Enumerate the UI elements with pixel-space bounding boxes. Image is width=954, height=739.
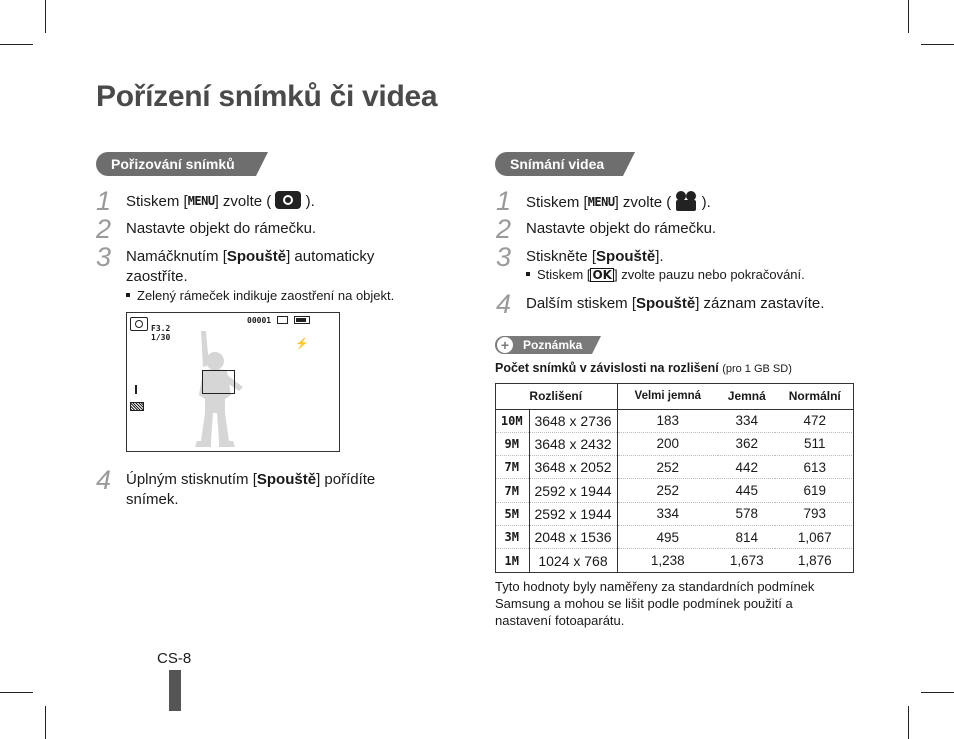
value-cell: 183 (617, 409, 718, 432)
crop-mark (45, 706, 46, 739)
step-1-video: Stiskem [MENU] zvolte ( ). (526, 191, 711, 213)
ok-key-icon: OK (592, 268, 612, 282)
resolution-cell: 3648 x 2052 (529, 456, 617, 479)
resolution-icon: 9M (495, 432, 529, 455)
step-3-video: Stiskněte [Spouště]. (526, 248, 664, 265)
resolution-cell: 3648 x 2432 (529, 432, 617, 455)
table-header: Velmi jemná (617, 383, 718, 409)
value-cell: 613 (775, 456, 854, 479)
table-header: Normální (775, 383, 854, 409)
battery-icon (294, 316, 310, 324)
value-cell: 445 (718, 479, 775, 502)
menu-key-icon: MENU (187, 194, 215, 208)
table-row (495, 502, 854, 525)
resolution-icon: 3M (495, 525, 529, 548)
crop-mark (0, 692, 33, 693)
value-cell: 362 (718, 432, 775, 455)
value-cell: 252 (617, 479, 718, 502)
step-number: 4 (496, 289, 512, 319)
step-number: 2 (496, 214, 512, 244)
step-number: 3 (496, 242, 512, 272)
video-camera-icon (675, 191, 697, 211)
camera-screen-illustration (126, 312, 340, 452)
table-header-row (495, 383, 854, 409)
table-header: Rozlišení (495, 383, 617, 409)
crop-mark (921, 44, 954, 45)
resolution-table (495, 383, 854, 572)
plus-icon: + (497, 337, 513, 353)
crop-mark (908, 706, 909, 739)
menu-key-icon: MENU (587, 195, 615, 209)
crop-mark (921, 692, 954, 693)
value-cell: 1,067 (775, 525, 854, 548)
step-number: 2 (96, 214, 112, 244)
bullet-note: Zelený rámeček indikuje zaostření na objekt. (126, 288, 394, 304)
step-number: 3 (96, 242, 112, 272)
value-cell: 814 (718, 525, 775, 548)
focus-frame (202, 370, 235, 394)
section-tab-label: Snímání videa (510, 156, 605, 172)
table-row (495, 525, 854, 548)
value-cell: 495 (617, 525, 718, 548)
step-1-photo: Stiskem [MENU] zvolte ( ). (126, 193, 315, 210)
table-row (495, 479, 854, 502)
page-marker-bar (169, 670, 181, 711)
resolution-icon: 10M (495, 409, 529, 432)
value-cell: 619 (775, 479, 854, 502)
resolution-icon: 7M (495, 456, 529, 479)
step-number: 1 (496, 186, 512, 216)
section-tab-photo (96, 152, 256, 176)
resolution-icon: 7M (495, 479, 529, 502)
page-title: Pořízení snímků či videa (96, 80, 438, 113)
value-cell: 252 (617, 456, 718, 479)
section-tab-video (495, 152, 623, 176)
page-number: CS-8 (157, 650, 192, 667)
aperture-value: F3.2 (151, 324, 171, 333)
table-row (495, 409, 854, 432)
quality-icon (130, 402, 144, 411)
resolution-cell: 2592 x 1944 (529, 502, 617, 525)
value-cell: 200 (617, 432, 718, 455)
shutter-value: 1/30 (151, 333, 171, 342)
value-cell: 472 (775, 409, 854, 432)
value-cell: 442 (718, 456, 775, 479)
value-cell: 334 (617, 502, 718, 525)
shot-counter: 00001 (247, 316, 272, 325)
step-2-video: Nastavte objekt do rámečku. (526, 220, 717, 237)
value-cell: 1,876 (797, 553, 832, 569)
value-cell: 511 (775, 432, 854, 455)
crop-mark (908, 0, 909, 33)
value-cell: 334 (718, 409, 775, 432)
note-tab-label: Poznámka (523, 338, 583, 352)
value-cell: 1,238 (650, 553, 685, 569)
resolution-cell: 2592 x 1944 (529, 479, 617, 502)
step-2-photo: Nastavte objekt do rámečku. (126, 220, 317, 237)
camera-icon (275, 191, 301, 209)
footnote: Tyto hodnoty byly naměřeny za standardních podmínek Samsung a mohou se lišit podle podmínek použití a nastavení fotoaparátu. (495, 579, 815, 628)
camera-mode-icon (130, 317, 148, 331)
note-tab (495, 336, 592, 354)
resolution-icon: 1M (495, 549, 529, 572)
table-row (495, 549, 854, 572)
value-cell: 578 (718, 502, 775, 525)
resolution-icon: 5M (495, 502, 529, 525)
step-number: 1 (96, 186, 112, 216)
flash-icon: ⚡ (295, 338, 309, 350)
resolution-cell: 3648 x 2736 (529, 409, 617, 432)
step-4-photo: Úplným stisknutím [Spouště] pořídíte snímek. (126, 471, 376, 508)
table-row (495, 432, 854, 455)
note-heading: Počet snímků v závislosti na rozlišení (pro 1 GB SD) (495, 361, 792, 375)
memory-card-icon (277, 316, 288, 324)
resolution-cell: 2048 x 1536 (529, 525, 617, 548)
crop-mark (0, 44, 33, 45)
step-number: 4 (96, 465, 112, 495)
table-header: Jemná (718, 383, 775, 409)
step-4-video: Dalším stiskem [Spouště] záznam zastavíte. (526, 295, 825, 312)
crop-mark (45, 0, 46, 33)
resolution-cell: 1024 x 768 (529, 549, 617, 572)
section-tab-label: Pořizování snímků (111, 156, 235, 172)
table-row (495, 456, 854, 479)
resolution-icon (135, 385, 143, 394)
value-cell: 1,673 (729, 553, 764, 569)
bullet-note: Stiskem [ OK ] zvolte pauzu nebo pokračování. (526, 267, 805, 283)
step-3-photo: Namáčknutím [Spouště] automaticky zaostříte. (126, 248, 375, 285)
value-cell: 793 (775, 502, 854, 525)
